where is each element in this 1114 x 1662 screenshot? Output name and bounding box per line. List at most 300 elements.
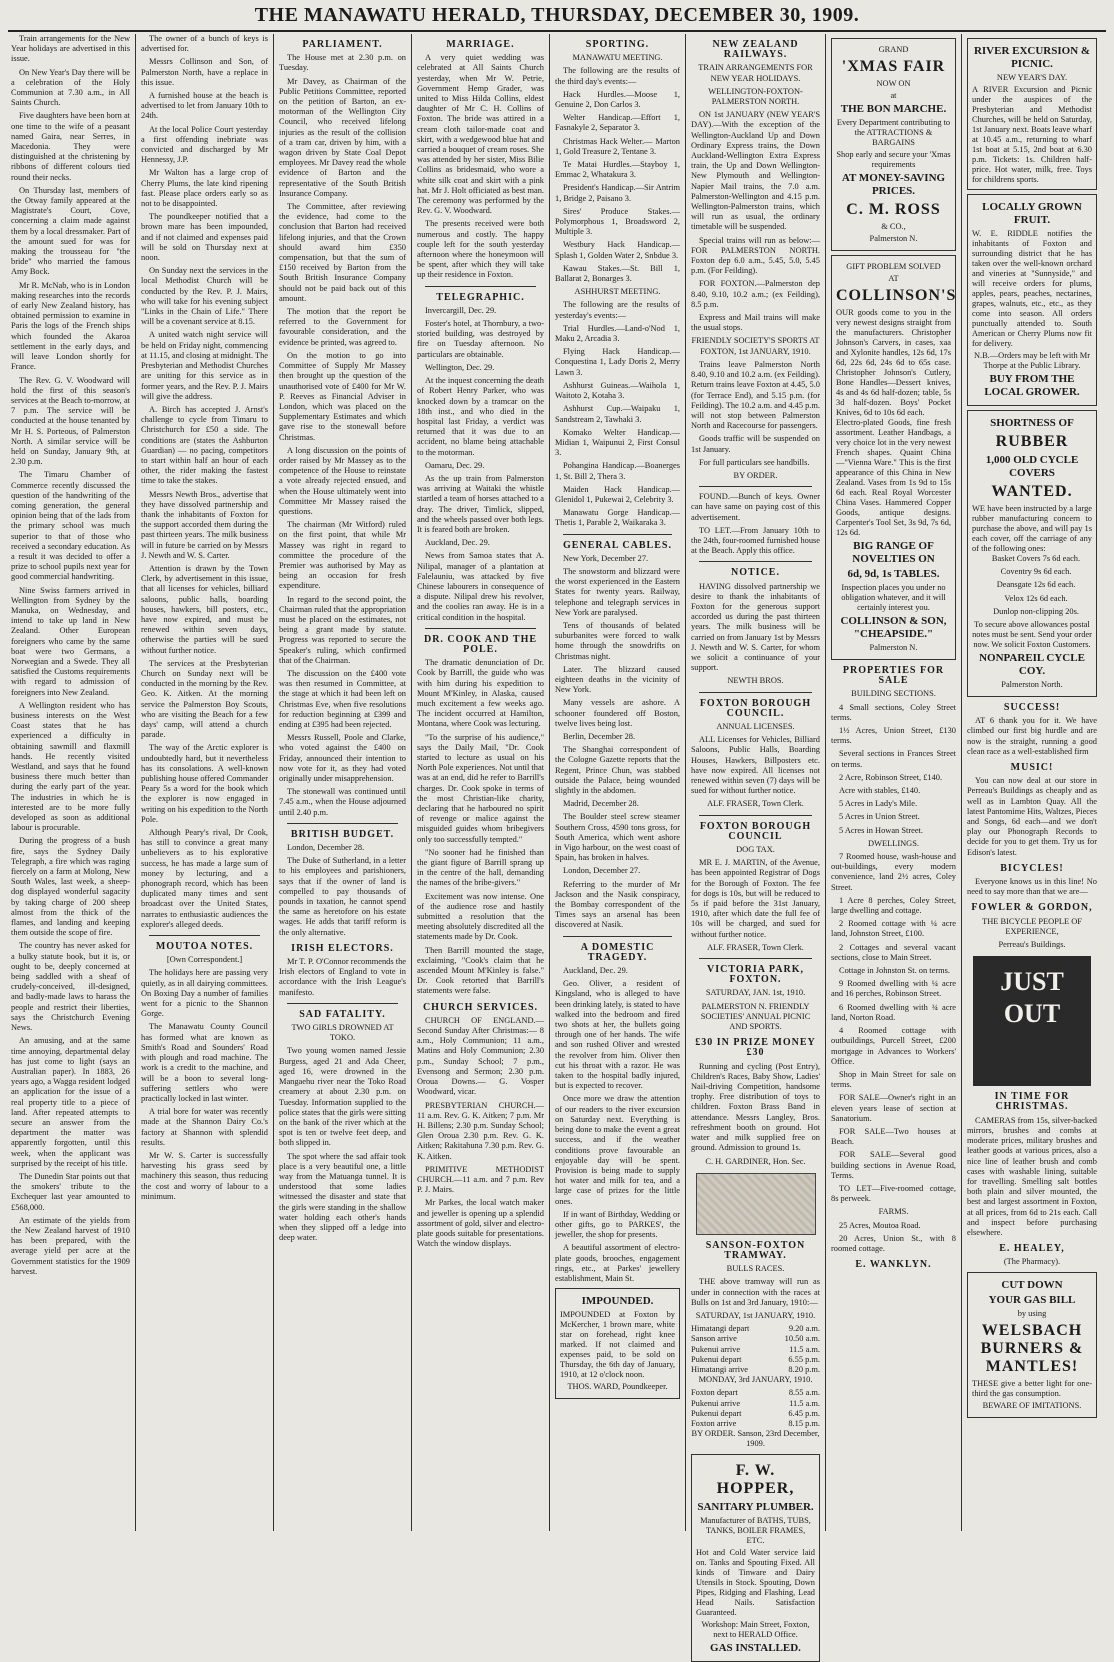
- divider: [287, 1003, 398, 1004]
- hopper-subheading: Manufacturer of BATHS, TUBS, TANKS, BOILER FRAMES, ETC.: [700, 1515, 811, 1545]
- hopper-workshop: Workshop: Main Street, Foxton, next to HERALD Office.: [701, 1619, 810, 1639]
- timetable-row: [691, 1334, 820, 1344]
- article-paragraph: A united watch night service will be held on Friday night, commencing at 11.15, and closing at midnight. The Presbyterian and Methodist Churches are uniting for this service as in former years, and the Rev. P. J. Mairs will give the address.: [141, 330, 268, 401]
- local-fruit-nb: N.B.—Orders may be left with Mr Thorpe at the Public Library.: [973, 351, 1091, 370]
- collinson-ad: [831, 255, 956, 660]
- article-paragraph: President's Handicap.—Sir Antrim 1, Bridge 2, Paisano 3.: [555, 183, 680, 203]
- article-paragraph: Express and Mail trains will make the usual stops.: [691, 313, 820, 333]
- article-paragraph: 1½ Acres, Union Street, £130 terms.: [831, 726, 956, 746]
- article-paragraph: Mr R. McNab, who is in London making researches into the records of early New Zealand history, has obtained permission to examine in Paris the logs of the French ships which founded the Akaroa settlement in the early days, and will leave London shortly for France.: [11, 280, 130, 372]
- article-paragraph: The Manawatu County Council has formed what are known as Smith's Road and Sounders' Road with plough and road machine. The work is a credit to the machine, and will be a boon to several long-suffering settlers who were practically locked in last winter.: [141, 1022, 268, 1103]
- article-paragraph: 5 Acres in Lady's Mile.: [839, 799, 918, 809]
- timetable-row: [691, 1399, 820, 1409]
- article-paragraph: Te Matai Hurdles.—Stayboy 1, Emmac 2, Whatakura 3.: [555, 160, 680, 180]
- column-8: [962, 34, 1102, 1531]
- article-paragraph: Berlin, December 28.: [563, 731, 636, 741]
- article-paragraph: 2 Cottages and several vacant sections, close to Main Street.: [831, 942, 956, 962]
- article-paragraph: 20 Acres, Union St., with 8 roomed cottage.: [831, 1233, 956, 1253]
- timetable-row: [691, 1419, 820, 1429]
- impounded-ad: [555, 1288, 680, 1399]
- gift-tables: 6d, 9d, 1s TABLES.: [847, 568, 940, 580]
- article-paragraph: 4 Small sections, Coley Street terms.: [831, 702, 956, 722]
- timetable-cell: 11.5 a.m.: [789, 1344, 820, 1354]
- article-paragraph: Oamaru, Dec. 29.: [425, 460, 485, 470]
- success-heading: SUCCESS!: [1003, 702, 1061, 714]
- article-paragraph: The discussion on the £400 vote was then resumed in Committee, at the stage at which it had been left on Christmas Eve, when five resolutions for reduction beginning at £399 and ending at £395 had been rejected.: [279, 668, 406, 729]
- hopper-trade: SANITARY PLUMBER.: [697, 1500, 814, 1513]
- property-sales-list: [831, 1093, 956, 1204]
- river-excursion-heading: RIVER EXCURSION & PICNIC.: [973, 45, 1091, 70]
- local-fruit-text: W. E. RIDDLE notifies the inhabitants of Foxton and surrounding district that he has taken over the well-known orchard and vineries at "Sunnyside," and will receive orders for plums, apples, pears, peaches, nectarines, grapes, walnuts, etc., etc., as they come into season. All orders punctually attended to. South American or Cherry Plums now fit for delivery.: [972, 229, 1092, 348]
- divider: [699, 815, 812, 816]
- xmas-fair-prices: AT MONEY-SAVING PRICES.: [841, 172, 946, 197]
- healey-subheading: (The Pharmacy).: [1003, 1257, 1061, 1267]
- article-paragraph: 5 Acres in Union Street.: [839, 812, 920, 822]
- in-time-heading: IN TIME FOR CHRISTMAS.: [994, 1091, 1070, 1113]
- impounded-heading: IMPOUNDED.: [581, 1295, 654, 1308]
- article-paragraph: The dramatic denunciation of Dr. Cook by Barrill, the guide who was with him during his expedition to Mount M'Kinley, in Alaska, caused much excitement a few weeks ago. The incident occurred at Hamilton, Montana, where Cook was lecturing.: [417, 658, 544, 729]
- friendly-society-subheading: FRIENDLY SOCIETY'S SPORTS AT FOXTON, 1st JANUARY, 1910.: [691, 336, 820, 356]
- article-paragraph: Auckland, Dec. 29.: [563, 966, 628, 976]
- article-paragraph: 5 Acres in Howan Street.: [839, 825, 923, 835]
- timetable-cell: Pukenui depart: [691, 1354, 742, 1364]
- marriage-articles: [417, 53, 544, 280]
- article-paragraph: 6 Roomed dwelling with ¾ acre land, Norton Road.: [831, 1002, 956, 1022]
- article-paragraph: PRESBYTERIAN CHURCH.— 11 a.m. Rev. G. K. Aitken; 7 p.m. Mr H. Billens; 2.30 p.m. Sunday School; Glen Oroua 2.30 p.m. Rev. G. K. Aitken; Rakitahuna 7.30 p.m. Rev. G. K. Aitken.: [417, 1100, 544, 1161]
- river-excursion-text: A RIVER Excursion and Picnic under the auspices of the Presbyterian and Methodist Churches, will be held on Saturday, 1st January next. Boats leave wharf at 10.45 a.m., returning to wharf 1st boat at 5.15, 2nd boat at 6.30 p.m. Tickets: 1s. Children half-price. Hot water, milk, free. Toys for childrens sports.: [972, 85, 1092, 184]
- article-paragraph: The Rev. G. V. Woodward will hold the first of this season's services at the Beach to-morrow, at 7 p.m. The service will be conducted at the house tenanted by Mr H. S. Porteous, of Palmerston North. A similar service will be held on Sunday, January 9th, at 2.30 p.m.: [11, 375, 130, 467]
- article-paragraph: Train arrangements for the New Year holidays are advertised in this issue.: [11, 34, 130, 64]
- tramway-illustration: [696, 1173, 816, 1235]
- timetable-cell: Pukenui depart: [691, 1408, 742, 1418]
- gas-subheading: YOUR GAS BILL: [988, 1293, 1076, 1306]
- local-fruit-ad: [967, 194, 1097, 406]
- article-paragraph: A Wellington resident who has business interests on the West Coast states that he has experienced a difficulty in obtaining sawmill and flaxmill hands. He recently visited Westland, and says that he found business there much better than during the early part of the year. The industries in which he is interested are to be more fully developed as soon as additional labour is procurable.: [11, 700, 130, 833]
- article-paragraph: The owner of a bunch of keys is advertised for.: [141, 34, 268, 54]
- article-paragraph: "No sooner had he finished than the giant figure of Barrill sprang up in the centre of the hall, demanding the names of the bribe-givers.": [417, 847, 544, 888]
- parliament-articles: [279, 53, 406, 818]
- gift-text: OUR goods come to you in the very newest designs straight from the manufacturers. Christopher Johnson's Carvers, in cases, xaa and Xylonite handles, 12s 6d, 17s 6d, 22s 6d, 24s 6d to 65s case. Christopher Johnson's Cutlery, Bone Handles—Dessert knives, 4s and 4s 6d half-dozen; table, 5s 3d half-dozen. Boys' Pocket Knives, 6d to 10s 6d each.: [836, 308, 951, 417]
- article-paragraph: The Boulder steel screw steamer Southern Cross, 4590 tons gross, for South America, which went ashore in Vigo harbour, on the west coast of Spain, has broken in halves.: [555, 812, 680, 863]
- article-paragraph: Trial Hurdles.—Land-o'Nod 1, Maku 2, Arcadia 3.: [555, 323, 680, 344]
- columns: [0, 32, 1114, 1654]
- rubber-wanted: WANTED.: [991, 483, 1073, 500]
- article-paragraph: 2 Acre, Robinson Street, £140.: [839, 772, 943, 782]
- column-1-articles: [11, 34, 130, 1277]
- article-paragraph: Sires' Produce Stakes.—Polymorphous 1, Broadsword 2, Multiple 3.: [555, 206, 680, 237]
- article-paragraph: 9 Roomed dwelling with ¼ acre and 16 perches, Robinson Street.: [831, 979, 956, 999]
- gas-by: by using: [1017, 1308, 1047, 1318]
- victoria-park-heading: VICTORIA PARK, FOXTON.: [707, 964, 804, 986]
- article-paragraph: Christmas Hack Welter.— Marton 1, Gold Treasure 2, Tentane 3.: [555, 136, 680, 156]
- tramway-day-2: MONDAY, 3rd JANUARY, 1910.: [698, 1375, 813, 1385]
- column-2-articles: [141, 34, 268, 930]
- dwellings-subheading: DWELLINGS.: [868, 838, 919, 848]
- timetable-cell: 6.55 p.m.: [788, 1354, 820, 1364]
- river-excursion-ad: [967, 38, 1097, 190]
- rubber-text: WE have been instructed by a large rubber manufacturing concern to purchase the above, and will pay 1s each cover, off the carriage of any of the following ones:: [972, 504, 1092, 553]
- article-paragraph: 2 Roomed cottage with ¼ acre land, Johnston Street, £100.: [831, 919, 956, 939]
- timetable-cell: 9.20 a.m.: [788, 1324, 820, 1334]
- divider: [699, 692, 812, 693]
- divider: [425, 628, 536, 629]
- article-paragraph: 1 Acre 8 perches, Coley Street, large dwelling and cottage.: [831, 895, 956, 916]
- article-paragraph: Invercargill, Dec. 29.: [425, 305, 497, 315]
- article-paragraph: Messrs Russell, Poole and Clarke, who voted against the £400 on Friday, announced their intention to now vote for it, as they had voted originally under misapprehension.: [279, 733, 406, 784]
- timetable-cell: 8.55 a.m.: [788, 1388, 820, 1398]
- divider: [149, 935, 260, 936]
- beware-text: BEWARE OF IMITATIONS.: [982, 1400, 1082, 1410]
- article-paragraph: Messrs Collinson and Son, of Palmerston North, have a replace in this issue.: [141, 57, 268, 87]
- article-paragraph: The way of the Arctic explorer is undoubtedly hard, but it nevertheless has its consolations. A well-known publishing house offered Commander Peary 5s a word for the book which the explorer is now engaged in writing on his expedition to the North Pole.: [141, 743, 268, 824]
- article-paragraph: News from Samoa states that A. Nilipal, manager of a plantation at Falelauniu, was attacked by five Chinese labourers in consequence of a dispute. Nilipal drew his revolver, and the coolies ran away. He is in a critical condition in the hospital.: [417, 551, 544, 622]
- gift-signature: COLLINSON & SON, "CHEAPSIDE.": [840, 615, 947, 640]
- gas-text: THESE give a better light for one-third the gas consumption.: [972, 1378, 1092, 1398]
- article-paragraph: Acre with stables, £140.: [839, 786, 921, 796]
- gift-text-2: Electro-plated Goods, fine fresh assortment. Leather Handbags, a very choice lot in the very newest French shapes. Quaint China—"Vienna Ware." This is the first appearance of this China in New Zealand. Vases from 1s 9d to 15s 6d each. Real Royal Worcester China Vases. Hammered Copper Goods, antique designs. Carpenter's Tool Set, 3s 9d, 7s 6d, 12s 6d.: [836, 418, 951, 537]
- article-paragraph: 7 Roomed house, wash-house and out-buildings, every modern convenience, land 2½ acres, Coley Street.: [831, 852, 956, 892]
- article-paragraph: The Committee, after reviewing the evidence, had come to the conclusion that Barton had received lifelong injuries, and that the Crown should award him £350 compensation, but that the sum of £150 received by Barton from the South British Insurance Company should not be paid back out of this amount.: [279, 202, 406, 303]
- article-paragraph: Cottage in Johnston St. on terms.: [839, 966, 950, 976]
- general-cables-heading: GENERAL CABLES.: [563, 539, 672, 551]
- council-text: ALL Licenses for Vehicles, Billiard Saloons, Public Halls, Boarding Houses, Hawkers, Billposters etc. have now expired. All licenses not renewed within seven (7) days will be sued for without further notice.: [691, 735, 820, 796]
- article-paragraph: Later. The blizzard caused eighteen deaths in the vicinity of New York.: [555, 664, 680, 695]
- british-budget-articles: [279, 843, 406, 938]
- article-paragraph: PRIMITIVE METHODIST CHURCH.—11 a.m. and 7 p.m. Rev P. J. Mairs.: [417, 1164, 544, 1195]
- gas-installed: GAS INSTALLED.: [710, 1641, 801, 1654]
- local-fruit-heading: LOCALLY GROWN FRUIT.: [982, 201, 1082, 226]
- local-fruit-buy: BUY FROM THE LOCAL GROWER.: [984, 373, 1080, 398]
- article-paragraph: An amusing, and at the same time annoying, departmental delay has just come to light (says an Australian paper). In 1883, 26 years ago, a Wagga resident lodged an application for the issue of a real property title to a piece of land. After repeated attempts to secure an answer from the department the matter was apparently forgotten, until this week, when the applicant was surprised by the receipt of his title.: [11, 1036, 130, 1168]
- timetable-cell: Himatangi arrive: [691, 1364, 748, 1374]
- article-paragraph: A beautiful assortment of electro-plate goods, brooches, engagement rings, etc., at Parkes' jewellery establishment, Main St.: [555, 1243, 680, 1283]
- article-paragraph: The chairman (Mr Witford) ruled on the first point, that while Mr Massey was right in regard to committee the procedure of the Premier was authorised by May as being an occasion for fresh expenditure.: [279, 520, 406, 591]
- article-paragraph: Velox 12s 6d each.: [1004, 593, 1068, 603]
- article-paragraph: The following are the results of the third day's events:—: [555, 66, 680, 86]
- column-4: [412, 34, 550, 1531]
- just-out-banner: JUST OUT: [973, 956, 1091, 1086]
- tramway-day-1: SATURDAY, 1st JANUARY, 1910.: [695, 1310, 816, 1320]
- moutoa-notes-articles: [141, 968, 268, 1201]
- article-paragraph: At the inquest concerning the death of Robert Henry Parker, who was knocked down by a tramcar on the 18th inst., and who died in the hospital last Friday, a verdict was returned that it was due to an accident, no blame being attachable to the motorman.: [417, 376, 544, 457]
- article-paragraph: The Shanghai correspondent of the Cologne Gazette reports that the Regent, Prince Chun, was stabbed outside the Palace, being wounded slightly in the abdomen.: [555, 745, 680, 795]
- xmas-fair-now-on: NOW ON: [876, 79, 911, 88]
- column-5: [550, 34, 686, 1531]
- divider: [699, 958, 812, 959]
- article-paragraph: A trial bore for water was recently made at the Shannon Dairy Co.'s factory at Shannon with splendid results.: [141, 1107, 268, 1147]
- column-6: [686, 34, 826, 1654]
- article-paragraph: FOR SALE—Two houses at Beach.: [831, 1126, 956, 1147]
- article-paragraph: Wellington, Dec. 29.: [425, 362, 495, 372]
- ashhurst-meeting-subheading: ASHHURST MEETING.: [574, 287, 661, 297]
- xmas-fair-shop: THE BON MARCHE.: [840, 103, 947, 115]
- article-paragraph: Two young women named Jessie Burgess, aged 21 and Ada Cheer, aged 16, were drowned in the Mangaehu river near the Toko Road creamery at about 2.30 p.m. on Tuesday. Information supplied to the police states that the girls were sitting on the bank of the river which at the spot is ten or twelve feet deep, and both slipped in.: [279, 1046, 406, 1148]
- building-sections-list: [831, 703, 956, 836]
- irish-electors-articles: [279, 957, 406, 998]
- timetable-cell: Foxton depart: [691, 1388, 738, 1398]
- article-paragraph: 4 Roomed cottage with outbuildings, Purcell Street, £200 mortgage in Advances to Workers' Office.: [831, 1026, 956, 1066]
- article-paragraph: Then Barrill mounted the stage, exclaiming, "Cook's claim that he ascended Mount M'Kinley is false." Dr. Cook retorted that Barrill's statements were false.: [417, 945, 544, 996]
- article-paragraph: Auckland, Dec. 29.: [425, 538, 490, 548]
- railways-by-order: BY ORDER.: [733, 470, 778, 480]
- article-paragraph: FOR SALE—Owner's right in an eleven years lease of section at Sanatorium.: [831, 1093, 956, 1123]
- dwellings-list: [831, 852, 956, 1090]
- railways-heading: NEW ZEALAND RAILWAYS.: [712, 39, 799, 61]
- article-paragraph: For full particulars see handbills.: [699, 457, 810, 467]
- article-paragraph: ON 1st JANUARY (NEW YEAR'S DAY).—With the exception of the Wellington-Auckland Up and Down Ordinary Express trains, the Down Auckland-Wellington Extra Express train, the Up and Down Wellington-New Plymouth and Wellington-Napier Mail trains, the 7.0 a.m. Palmerston-Wellington and 4.15 p.m. Wellington-Palmerston trains, which will run as usual, the ordinary timetable will be suspended.: [691, 110, 820, 232]
- notice-signature: NEWTH BROS.: [727, 676, 784, 686]
- article-paragraph: London, December 27.: [563, 866, 641, 876]
- gift-novelties: BIG RANGE OF NOVELTIES ON: [852, 540, 935, 565]
- sporting-heading: SPORTING.: [585, 39, 650, 50]
- council-subheading: ANNUAL LICENSES.: [716, 721, 795, 731]
- tramway-timetable-1: [691, 1324, 820, 1375]
- article-paragraph: Dunlop non-clipping 20s.: [993, 606, 1079, 616]
- river-excursion-date: NEW YEAR'S DAY.: [996, 73, 1068, 82]
- domestic-tragedy-articles: [555, 966, 680, 1284]
- tramway-text: THE above tramway will run as under in connection with the races at Bulls on 1st and 3rd January, 1910:—: [691, 1277, 820, 1307]
- railways-route: WELLINGTON-FOXTON-PALMERSTON NORTH.: [708, 86, 803, 107]
- divider: [699, 561, 812, 562]
- hopper-name: F. W. HOPPER,: [716, 1461, 795, 1497]
- article-paragraph: Mr Walton has a large crop of Cherry Plums, the late kind ripening fast. Please place orders early so as not to be disappointed.: [141, 168, 268, 209]
- tramway-signature: BY ORDER. Sanson, 23rd December, 1909.: [691, 1429, 820, 1449]
- moutoa-notes-heading: MOUTOA NOTES.: [155, 941, 254, 953]
- article-paragraph: At the local Police Court yesterday a first offending inebriate was convicted and discharged by Mr Hennessy, J.P.: [141, 124, 268, 165]
- article-paragraph: Although Peary's rival, Dr Cook, has still to convince a great many unbelievers as to his explorative success, he has made a large sum of money by lecturing, and a phonograph record, which has been duplicated many times and sent broadcast over the United States, narrates to enthusiastic audiences the explorer's alleged deeds.: [141, 828, 268, 929]
- domestic-tragedy-heading: A DOMESTIC TRAGEDY.: [580, 941, 655, 963]
- article-paragraph: 25 Acres, Moutoa Road.: [839, 1220, 921, 1230]
- ashhurst-results: [555, 300, 680, 528]
- ross-company: & CO.,: [881, 222, 906, 231]
- properties-heading: PROPERTIES FOR SALE: [842, 665, 945, 687]
- sad-fatality-articles: [279, 1046, 406, 1243]
- xmas-fair-text-2: Shop early and secure your 'Xmas requirements: [836, 150, 951, 169]
- parliament-heading: PARLIAMENT.: [302, 39, 383, 50]
- divider: [563, 936, 672, 937]
- divider: [287, 823, 398, 824]
- article-paragraph: Ashhurst Guineas.—Waihola 1, Waitoto 2, Kotaha 3.: [555, 380, 680, 401]
- article-paragraph: Welter Handicap.—Effort 1, Fasnakyle 2, Separator 3.: [555, 113, 680, 133]
- fowler-gordon-subheading: THE BICYCLE PEOPLE OF EXPERIENCE,: [982, 916, 1082, 936]
- article-paragraph: Goods traffic will be suspended on 1st January.: [691, 434, 820, 454]
- success-text: AT 6 thank you for it. We have climbed our first big hurdle and are now is the straight, running a good clean race as a well-established firm: [967, 716, 1097, 756]
- xmas-fair-grand: GRAND: [878, 45, 909, 54]
- article-paragraph: The poundkeeper notified that a brown mare has been impounded, and if not claimed and expenses paid will be sold on Thursday next at noon.: [141, 212, 268, 263]
- article-paragraph: If in want of Birthday, Wedding or other gifts, go to PARKES', the jeweller, the shop for presents.: [555, 1209, 680, 1240]
- article-paragraph: Several sections in Frances Street on terms.: [831, 749, 956, 769]
- article-paragraph: A very quiet wedding was celebrated at All Saints Church yesterday, when Mr W. Petrie, Government Hemp Grader, was united to Miss Hilda Collins, eldest daughter of Mr C. H. Collins of Foxton. The bride was attired in a cream cloth tailor-made coat and skirt, with a wedgewood blue hat and carried a bouquet of cream roses. She was attended by her sister, Miss Bilie Collins as bridesmaid, who wore a white silk coat and skirt with a pink hat. Mr J. Holt officiated as best man. The ceremony was performed by the Rev. G. V. Woodward.: [417, 53, 544, 216]
- timetable-cell: Pukenui arrive: [691, 1398, 741, 1408]
- article-paragraph: Hack Hurdles.—Moose 1, Genuine 2, Don Carlos 3.: [555, 89, 680, 110]
- column-7: [826, 34, 962, 1531]
- rubber-list: [972, 554, 1092, 617]
- article-paragraph: "To the surprise of his audience," says the Daily Mail, "Dr. Cook started to lecture as usual on his North Pole experiences. Not until that was at an end, did he refer to Barrill's charges. Dr. Cook spoke in terms of the most Christian-like charity, declaring that he harboured no spirit of revenge or malice against the misguided guides whom bribegivers only too successfully tempted.": [417, 732, 544, 844]
- timetable-cell: 10.50 a.m.: [784, 1334, 820, 1344]
- gift-shop: COLLINSON'S: [836, 287, 957, 304]
- article-paragraph: During the progress of a bush fire, says the Sydney Daily Telegraph, a fire which was raging fiercely on a farm at Molong, New South Wales, last week, a sheep-dog displayed wonderful sagacity by taking charge of 200 sheep almost from the thick of the flames, and landing and keeping them outside the scope of fire.: [11, 836, 130, 938]
- article-paragraph: Excitement was now intense. One of the audience rose and hastily submitted a resolution that the meeting absolutely discredited all the statements made by Dr. Cook.: [417, 891, 544, 942]
- article-paragraph: Five daughters have been born at one time to the wife of a peasant named Gaira, near Serres, in Macedonia. They were distinguished at the christening by ribbons of different colours tied round their necks.: [11, 111, 130, 182]
- hopper-text: Hot and Cold Water service laid on. Tanks and Spouting Fixed. All kinds of Tinware and Dairy Utensils in Stock. Spouting, Down Pipes, Ridging and Flashing, Lead Head Nails. Satisfaction Guaranteed.: [696, 1547, 815, 1617]
- article-paragraph: On Sunday next the services in the local Methodist Church will be conducted by the Rev. P. J. Mairs, who will take for his evening subject "Links in the Chain of Life." There will be a covenant service at 8.15.: [141, 266, 268, 327]
- column-3: [274, 34, 412, 1531]
- article-paragraph: Coventry 9s 6d each.: [1000, 567, 1072, 577]
- article-paragraph: Komako Welter Handicap.— Midian 1, Waipunui 2, First Consul 3.: [555, 427, 680, 458]
- timetable-row: [691, 1409, 820, 1419]
- hopper-ad: [691, 1454, 820, 1662]
- article-paragraph: Flying Hack Handicap.—Conquestina 1, Lady Doris 2, Merry Lawn 3.: [555, 347, 680, 377]
- article-paragraph: FOR FOXTON.—Palmerston dep 8.40, 9.10, 10.2 a.m.; (ex Feilding), 8.5 p.m.: [691, 279, 820, 309]
- victoria-park-prize: £30 IN PRIZE MONEY £30: [695, 1037, 816, 1059]
- article-paragraph: CHURCH OF ENGLAND.— Second Sunday After Christmas:— 8 a.m., Holy Communion; 11 a.m., Matins and Holy Communion; 2.30 p.m., Sunday School; 7 p.m., Evensong and Sermon; 2.30 p.m. Oroua Downs.— G. Vosper Woodward, vicar.: [417, 1015, 544, 1097]
- article-paragraph: Madrid, December 28.: [563, 799, 639, 809]
- timetable-cell: 8.20 p.m.: [788, 1364, 820, 1374]
- marriage-heading: MARRIAGE.: [446, 39, 515, 50]
- article-paragraph: In regard to the second point, the Chairman ruled that the appropriation must be placed on the estimates, not being a grant made by statute. Progress was reported to secure the Speaker's ruling, which confirmed that of the Chairman.: [279, 594, 406, 665]
- tramway-subheading: BULLS RACES.: [726, 1264, 785, 1274]
- bicycles-text: Everyone knows us in this line! No need to say more than that we are—: [967, 877, 1097, 897]
- article-paragraph: On the motion to go into Committee of Supply Mr Massey then brought up the question of the unauthorised vote of £400 for Mr W. P. Reeves as Financial Adviser in London, which was placed on the Supplementary Estimates and which gave rise to the stonewall before Christmas.: [279, 350, 406, 442]
- timetable-row: [691, 1388, 820, 1398]
- tramway-heading: SANSON-FOXTON TRAMWAY.: [705, 1239, 806, 1261]
- rubber-note: To secure above allowances postal notes must be sent. Send your order now. We solicit Foxton Customers.: [972, 620, 1092, 650]
- timetable-cell: 6.45 p.m.: [788, 1408, 820, 1418]
- rubber-title: RUBBER: [995, 433, 1069, 450]
- rubber-heading: SHORTNESS OF: [990, 417, 1074, 429]
- irish-electors-heading: IRISH ELECTORS.: [291, 942, 394, 954]
- telegraphic-heading: TELEGRAPHIC.: [436, 291, 525, 303]
- article-paragraph: The Timaru Chamber of Commerce recently discussed the question of the handwriting of the coming generation, the general opinion being that of the lads from the primary school was much superior to that of those who received a secondary education. As a result it was decided to offer a prize to school pupils next year for good commercial handwriting.: [11, 470, 130, 582]
- building-sections-subheading: BUILDING SECTIONS.: [851, 689, 936, 699]
- article-paragraph: The Duke of Sutherland, in a letter to his employees and parishioners, says that if the owner of land is compelled to pay thousands of pounds in taxation, he cannot spend the same as heretofore on his estate wages. He adds that tariff reform is the only alternative.: [279, 856, 406, 937]
- railways-text: [691, 110, 820, 333]
- article-paragraph: Referring to the murder of Mr Jackson and the Nasik conspiracy, the Bombay correspondent of the Times says an arsenal has been discovered at Nasik.: [555, 879, 680, 930]
- victoria-park-text: Running and cycling (Post Entry), Children's Races, Baby Show, Ladies' Nail-driving Competition, handsome trophy. Free distribution of toys to children. Foxton Brass Band in attendance. Messrs Langley, Bros. refreshment booth on ground. Hot water and milk supplied free on ground. Admission to ground 1s.: [691, 1061, 820, 1153]
- timetable-cell: 8.15 p.m.: [788, 1418, 820, 1428]
- xmas-fair-text: Every Department contributing to the ATTRACTIONS & BARGAINS: [836, 118, 951, 147]
- farms-list: [831, 1221, 956, 1255]
- found-notice: FOUND.—Bunch of keys. Owner can have same on paying cost of this advertisement.: [691, 492, 820, 522]
- article-paragraph: FOR SALE—Several good building sections in Avenue Road, Terms.: [831, 1150, 956, 1180]
- rubber-company: NONPAREIL CYCLE COY.: [979, 652, 1085, 678]
- ross-name: C. M. ROSS: [846, 201, 941, 218]
- sad-fatality-subheading: TWO GIRLS DROWNED AT TOKO.: [291, 1023, 394, 1043]
- music-text: You can now deal at our store in Perreau's Buildings as cheaply and as well as in Lambton Quay. All the latest Pantomime Hits, Waltzes, Pieces and Songs, 6d each—and we don't play our Phonograph Records to decide for you to get them. Try us for Edison's latest.: [967, 776, 1097, 857]
- article-paragraph: Once more we draw the attention of our readers to the river excursion on Saturday next. Everything is being done to make the event a great success, and if the weather conditions prove favourable an enjoyable day will be spent. Provision is being made to supply hot water and milk for tea, and a large case of prizes for the little ones.: [555, 1094, 680, 1206]
- gift-at: AT: [888, 274, 899, 283]
- fowler-gordon: FOWLER & GORDON,: [971, 902, 1093, 914]
- rubber-ad: [967, 410, 1097, 697]
- article-paragraph: Special trains will run as below:— FOR PALMERSTON NORTH. Foxton dep 6.0 a.m., 5.45, 5.0, 5.45 p.m. (For Feilding).: [691, 235, 820, 276]
- column-1: [6, 34, 136, 1531]
- manawatu-results: [555, 66, 680, 284]
- music-heading: MUSIC!: [1010, 762, 1054, 774]
- article-paragraph: Manawatu Gorge Handicap.— Thetis 1, Parable 2, Waikaraka 3.: [555, 508, 680, 528]
- xmas-fair-title: 'XMAS FAIR: [841, 58, 946, 75]
- timetable-cell: Sanson arrive: [691, 1334, 737, 1344]
- article-paragraph: A furnished house at the beach is advertised to let from January 10th to 24th.: [141, 91, 268, 121]
- article-paragraph: New York, December 27.: [563, 553, 649, 563]
- divider: [563, 534, 672, 535]
- church-services-heading: CHURCH SERVICES.: [422, 1001, 539, 1013]
- article-paragraph: Trains leave Palmerston North 8.40, 9.10 and 10.2 a.m. (ex Feilding). Return trains leave Foxton at 4.45, 5.0 (for Terrace End), and 5.15 p.m. (for Feilding). The 10.2 a.m. and 4.45 p.m. will not stop between Palmerston North and Racecourse for passengers.: [691, 359, 820, 431]
- healey-name: E. HEALEY,: [999, 1243, 1065, 1255]
- article-paragraph: Mr T. P. O'Connor recommends the Irish electors of England to vote in accordance with the Irish League's manifesto.: [279, 957, 406, 997]
- timetable-row: [691, 1324, 820, 1334]
- article-paragraph: Mr Davey, as Chairman of the Public Petitions Committee, reported on the petition of Barton, an ex-motorman of the Wellington City Council, who received lifelong injuries as the result of the collision of a tram car, driven by him, with a wagon driven by State Coal Depot employees. Mr Davey read the whole evidence of Barton and the representative of the South British Insurance Company.: [279, 76, 406, 198]
- article-paragraph: TO LET—Five-roomed cottage, 8s perweek.: [831, 1183, 956, 1204]
- gas-heading: CUT DOWN: [1001, 1278, 1063, 1291]
- tramway-timetable-2: [691, 1388, 820, 1429]
- gift-place: Palmerston N.: [869, 643, 918, 652]
- article-paragraph: The motion that the report be referred to the Government for favourable consideration, and the evidence be printed, was agreed to.: [279, 307, 406, 347]
- sad-fatality-heading: SAD FATALITY.: [299, 1008, 386, 1020]
- in-time-text: CAMERAS from 15s, silver-backed mirrors, brushes and combs at moderate prices, military brushes and leather goods at various prices, also a nice line of leather brush and comb cases with washable lining, suitable for travelling. Smelling salt bottles both plain and silver mounted, the best and largest assortment in Foxton, at all prices, from 6d to 21s each. Call and inspect before purchasing elsewhere.: [967, 1115, 1097, 1237]
- bicycles-heading: BICYCLES!: [1000, 862, 1064, 874]
- gift-note: Inspection places you under no obligation whatever, and it will certainly interest you.: [841, 583, 946, 612]
- manawatu-meeting-subheading: MANAWATU MEETING.: [572, 53, 663, 63]
- dr-cook-heading: DR. COOK AND THE POLE.: [423, 633, 538, 655]
- article-paragraph: A long discussion on the points of order raised by Mr Massey as to the competence of the House to reinstate a vote already rejected ensued, and when the House ultimately went into Committee Mr Massey raised the questions.: [279, 445, 406, 516]
- column-2: [136, 34, 274, 1531]
- properties-signature: E. WANKLYN.: [855, 1259, 932, 1271]
- gift-heading: GIFT PROBLEM SOLVED: [846, 262, 941, 271]
- church-services-articles: [417, 1016, 544, 1195]
- article-paragraph: Shop in Main Street for sale on terms.: [831, 1069, 956, 1090]
- article-paragraph: The services at the Presbyterian Church on Sunday next will be conducted in the morning by the Rev. Geo. K. Aitken. At the morning service the Palmerston Boy Scouts, who are visiting the Beach for a few days' camp, will attend a church parade.: [141, 658, 268, 740]
- article-paragraph: As the up train from Palmerston was arriving at Waitaki the whistle startled a team of horses attached to a dray. The driver, Timlick, slipped, and the wheels passed over both legs. It is feared both are broken.: [417, 473, 544, 534]
- timetable-row: [691, 1345, 820, 1355]
- rubber-place: Palmerston North.: [1001, 680, 1063, 690]
- article-paragraph: Maiden Hack Handicap.— Glenidol 1, Pukewai 2, Celebrity 3.: [555, 484, 680, 504]
- article-paragraph: London, December 28.: [287, 843, 365, 853]
- notice-heading: NOTICE.: [731, 567, 780, 579]
- victoria-park-subheading: PALMERSTON N. FRIENDLY SOCIETIES' ANNUAL PICNIC AND SPORTS.: [700, 1001, 811, 1032]
- article-paragraph: Many vessels are ashore. A schooner foundered off Boston, twelve lives being lost.: [555, 698, 680, 728]
- article-paragraph: Westbury Hack Handicap.— Splash 1, Golden Water 2, Snbdue 3.: [555, 240, 680, 260]
- dog-tax-text: MR E. J. MARTIN, of the Avenue, has been appointed Registrar of Dogs for the Borough of Foxton. The fee for dogs is 10s, but will be reduced to 5s if paid before the 31st January, 1910, after which date the full fee of 10s will be charged, and sued for without further notice.: [691, 858, 820, 939]
- article-paragraph: The stonewall was continued until 7.45 a.m., when the House adjourned until 2.40 p.m.: [279, 787, 406, 817]
- impounded-text: IMPOUNDED at Foxton by McKercher, 1 brown mare, white star on forehead, right knee marked. If not claimed and expenses paid, to be sold on Thursday, the 6th day of January, 1910, at 12 o'clock noon.: [560, 1310, 675, 1380]
- british-budget-heading: BRITISH BUDGET.: [290, 828, 395, 840]
- article-paragraph: The snowstorm and blizzard were the worst experienced in the Eastern States for twenty years. Railway, telephone and telegraph services in New York are paralysed.: [555, 566, 680, 617]
- victoria-park-date: SATURDAY, JAN. 1st, 1910.: [705, 988, 806, 998]
- article-paragraph: Ashhurst Cup.—Waipaku 1, Sandstream 2, Tawhaki 3.: [555, 404, 680, 424]
- article-paragraph: Messrs Newth Bros., advertise that they have dissolved partnership and thank the inhabitants of Foxton for the support accorded them during the past thirteen years. The milk business will in future be carried on by Messrs J. Newth and W. S. Carter.: [141, 489, 268, 560]
- fowler-gordon-place: Perreau's Buildings.: [998, 940, 1066, 950]
- notice-text: HAVING dissolved partnership we desire to thank the inhabitants of Foxton for the generous support accorded us during the past thirteen years. The milk business will be carried on from January 1st by Messrs J. Newth and W. S. Carter, for whom we solicit a continuance of your support.: [691, 581, 820, 673]
- friendly-society-text: [691, 360, 820, 468]
- article-paragraph: Mr W. S. Carter is successfully harvesting his grass seed by machinery this season, thus reducing the cost and worry of labour to a minimum.: [141, 1150, 268, 1201]
- article-paragraph: Nine Swiss farmers arrived in Wellington from Sydney by the Manuka, on Wednesday, and intend to take up land in New Zealand. Other European foreigners who came by the same boat were two Germans, a Norwegian and a Swede. They all satisfied the Customs requirements with regard to admission of foreigners into New Zealand.: [11, 585, 130, 697]
- rubber-subheading: 1,000 OLD CYCLE COVERS: [985, 454, 1079, 479]
- xmas-fair-ad: [831, 38, 956, 251]
- article-paragraph: Foster's hotel, at Thornbury, a two-storied building, was destroyed by fire on Tuesday afternoon. No particulars are obtainable.: [417, 319, 544, 359]
- article-paragraph: The holidays here are passing very quietly, as in all dairying committees. On Boxing Day a number of families went for a picnic to the Shannon Gorge.: [141, 968, 268, 1019]
- article-paragraph: Deansgate 12s 6d each.: [996, 580, 1076, 590]
- article-paragraph: The presents received were both numerous and costly. The happy couple left for the south yesterday afternoon where the honeymoon will be spent, after which they will take up their residence in Foxton.: [417, 219, 544, 280]
- article-paragraph: Tens of thousands of belated suburbanites were forced to walk home through the snowdrifts on Christmas night.: [555, 620, 680, 661]
- divider: [425, 286, 536, 287]
- moutoa-notes-subheading: [Own Correspondent.]: [166, 955, 243, 965]
- railways-subheading: TRAIN ARRANGEMENTS FOR NEW YEAR HOLIDAYS.: [698, 63, 813, 83]
- article-paragraph: The country has never asked for a bulky statute book, but it is, or ought to be, deeply concerned at being saddled with a sheaf of crudely-conceived, ill-designed, and badly-made laws to harass the people and restrict their liberties, says the Christchurch Evening News.: [11, 941, 130, 1033]
- impounded-signature: THOS. WARD, Poundkeeper.: [567, 1382, 668, 1392]
- article-paragraph: The spot where the sad affair took place is a very beautiful one, a little way from the Matuanga tunnel. It is understood that some ladies witnessed the disaster and state that the girls were standing in the shallow water holding each other's hands when they slipped off a ledge into deep water.: [279, 1151, 406, 1243]
- parkes-notice: Mr Parkes, the local watch maker and jeweller is opening up a splendid assortment of gold, silver and electro-plate goods suitable for presentations. Watch the window displays.: [417, 1198, 544, 1249]
- masthead: THE MANAWATU HERALD, THURSDAY, DECEMBER 30, 1909.: [8, 0, 1106, 32]
